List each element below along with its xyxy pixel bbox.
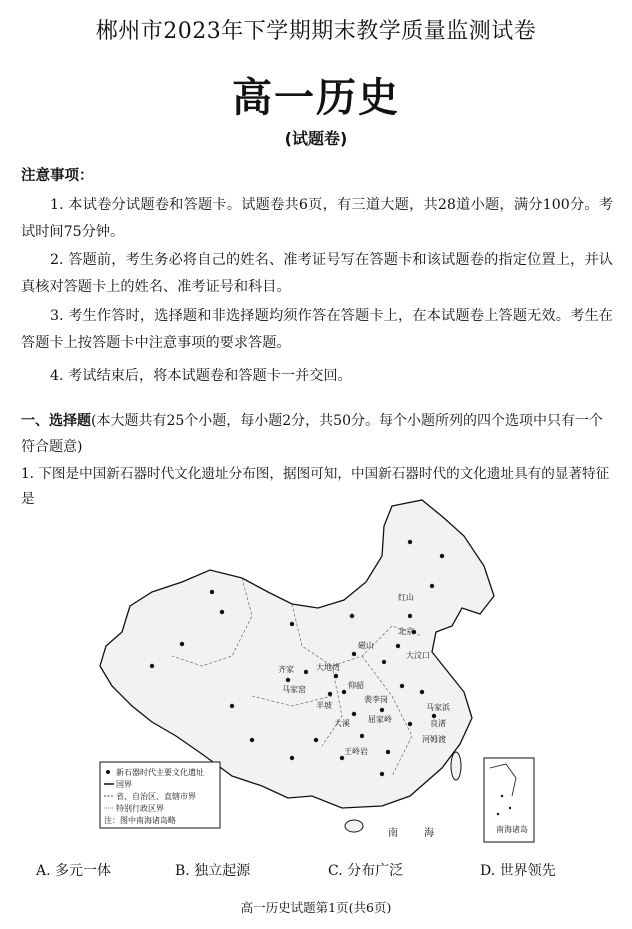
svg-text:大溪: 大溪 bbox=[334, 719, 350, 728]
svg-text:王岭岩: 王岭岩 bbox=[344, 747, 368, 756]
section-heading bbox=[21, 408, 613, 460]
subject-title: 高一历史 bbox=[232, 75, 400, 121]
svg-text:屈家岭: 屈家岭 bbox=[368, 715, 392, 724]
page-footer: 高一历史试题第1页(共6页) bbox=[240, 900, 392, 915]
option-d[interactable]: D. 世界领先 bbox=[480, 863, 556, 879]
svg-text:磁山: 磁山 bbox=[358, 641, 374, 650]
question-1-stem: 1. 下图是中国新石器时代文化遗址分布图，据图可知，中国新石器时代的文化遗址具有的显著特征是 bbox=[21, 466, 610, 507]
svg-text:裴李岗: 裴李岗 bbox=[364, 695, 388, 704]
svg-text:省、自治区、直辖市界: 省、自治区、直辖市界 bbox=[116, 792, 196, 801]
svg-text:北京: 北京 bbox=[398, 627, 414, 636]
svg-text:半坡: 半坡 bbox=[316, 701, 332, 710]
section-label: 一、选择题 bbox=[21, 413, 91, 429]
south-china-sea-inset bbox=[484, 758, 534, 842]
exam-title: 郴州市2023年下学期期末教学质量监测试卷 bbox=[95, 19, 537, 44]
svg-text:河姆渡: 河姆渡 bbox=[422, 735, 446, 744]
svg-text:海: 海 bbox=[424, 828, 434, 839]
note-item-2: 2. 答题前，考生务必将自己的姓名、准考证号写在答题卡和该试题卷的指定位置上，并认真核对答题卡上的姓名、准考证号和科目。 bbox=[21, 252, 613, 295]
note-item-4: 4. 考试结束后，将本试题卷和答题卡一并交回。 bbox=[50, 368, 352, 384]
booklet-label: (试题卷) bbox=[284, 129, 348, 148]
option-c[interactable]: C. 分布广泛 bbox=[328, 863, 404, 879]
option-a[interactable]: A. 多元一体 bbox=[36, 863, 112, 879]
svg-text:齐家: 齐家 bbox=[278, 665, 294, 674]
note-item-1: 1. 本试卷分试题卷和答题卡。试题卷共6页，有三道大题，共28道小题，满分100分。考试时间75分钟。 bbox=[21, 197, 613, 240]
notes-heading: 注意事项： bbox=[21, 168, 94, 184]
note-item-3: 3. 考生作答时，选择题和非选择题均须作答在答题卡上，在本试题卷上答题无效。考生在答题卡上按答题卡中注意事项的要求答题。 bbox=[21, 308, 613, 351]
svg-text:良渚: 良渚 bbox=[430, 719, 446, 728]
section-desc: (本大题共有25个小题，每小题2分，共50分。每个小题所列的四个选项中只有一个符合题意) bbox=[21, 413, 603, 455]
svg-text:马家浜: 马家浜 bbox=[426, 703, 450, 712]
svg-text:特别行政区界: 特别行政区界 bbox=[116, 804, 164, 813]
svg-text:仰韶: 仰韶 bbox=[348, 681, 364, 690]
svg-text:大汶口: 大汶口 bbox=[406, 651, 430, 660]
svg-text:南海诸岛: 南海诸岛 bbox=[496, 825, 528, 834]
svg-text:国界: 国界 bbox=[116, 780, 132, 789]
option-b[interactable]: B. 独立起源 bbox=[175, 863, 251, 879]
svg-text:南: 南 bbox=[388, 828, 398, 839]
svg-text:马家窑: 马家窑 bbox=[282, 685, 306, 694]
svg-text:大地湾: 大地湾 bbox=[316, 663, 340, 672]
svg-text:红山: 红山 bbox=[398, 593, 414, 602]
svg-text:注：图中南海诸岛略: 注：图中南海诸岛略 bbox=[104, 816, 176, 825]
neolithic-sites-map bbox=[92, 496, 542, 852]
map-legend bbox=[100, 762, 220, 828]
svg-text:新石器时代主要文化遗址: 新石器时代主要文化遗址 bbox=[116, 768, 204, 777]
